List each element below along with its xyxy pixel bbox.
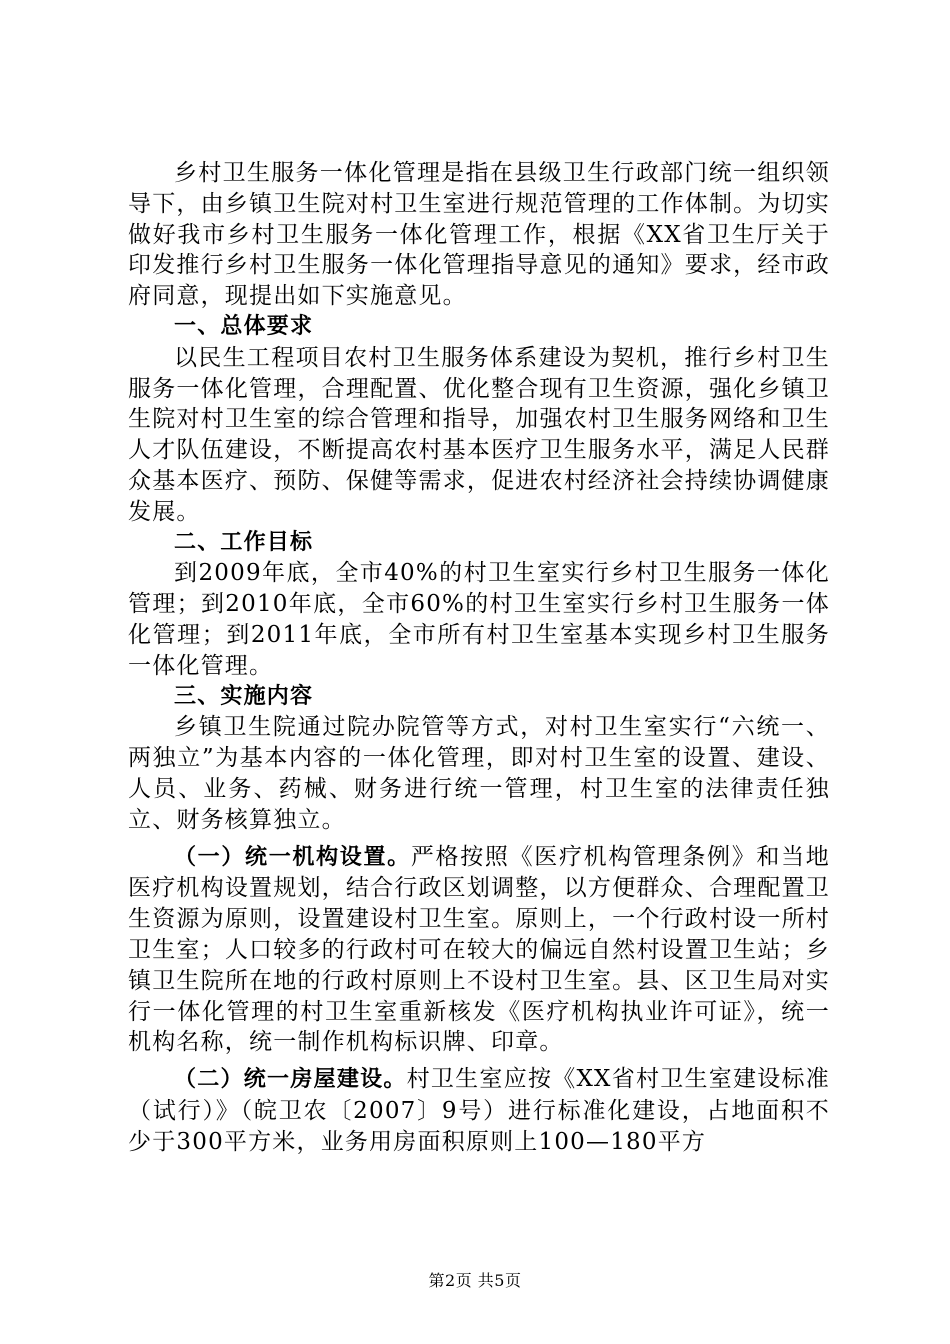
section-heading-implementation: 三、实施内容 (174, 683, 314, 709)
subsection-text-building-construction: 村卫生室应按《XX省村卫生室建设标准（试行）》（皖卫农〔2007〕9号）进行标准化建设，占地面积不少于300平方米，业务用房面积原则上100—180平方 (128, 1066, 830, 1155)
subsection-institution-setup (128, 842, 830, 1059)
subsection-lead-institution-setup: （一）统一机构设置。 (174, 844, 411, 870)
subsection-text-institution-setup: 严格按照《医疗机构管理条例》和当地医疗机构设置规划，结合行政区划调整，以方便群众、合理配置卫生资源为原则，设置建设村卫生室。原则上，一个行政村设一所村卫生室；人口较多的行政村可在较大的偏远自然村设置卫生站；乡镇卫生院所在地的行政村原则上不设村卫生室。县、区卫生局对实行一体化管理的村卫生室重新核发《医疗机构执业许可证》，统一机构名称，统一制作机构标识牌、印章。 (128, 843, 830, 1056)
overall-requirements-paragraph: 以民生工程项目农村卫生服务体系建设为契机，推行乡村卫生服务一体化管理，合理配置、优化整合现有卫生资源，强化乡镇卫生院对村卫生室的综合管理和指导，加强农村卫生服务网络和卫生人才队伍建设，不断提高农村基本医疗卫生服务水平，满足人民群众基本医疗、预防、保健等需求，促进农村经济社会持续协调健康发展。 (128, 344, 830, 525)
work-goals-paragraph: 到2009年底，全市40%的村卫生室实行乡村卫生服务一体化管理；到2010年底，全市60%的村卫生室实行乡村卫生服务一体化管理；到2011年底，全市所有村卫生室基本实现乡村卫生服务一体化管理。 (128, 560, 830, 679)
intro-paragraph: 乡村卫生服务一体化管理是指在县级卫生行政部门统一组织领导下，由乡镇卫生院对村卫生室进行规范管理的工作体制。为切实做好我市乡村卫生服务一体化管理工作，根据《XX省卫生厅关于印发推行乡村卫生服务一体化管理指导意见的通知》要求，经市政府同意，现提出如下实施意见。 (128, 160, 830, 310)
subsection-lead-building-construction: （二）统一房屋建设。 (174, 1067, 407, 1093)
page-footer: 第2页 共5页 (428, 1271, 522, 1290)
subsection-building-construction (128, 1064, 830, 1157)
section-heading-work-goals: 二、工作目标 (174, 529, 314, 555)
implementation-paragraph: 乡镇卫生院通过院办院管等方式，对村卫生室实行“六统一、两独立”为基本内容的一体化管理，即对村卫生室的设置、建设、人员、业务、药械、财务进行统一管理，村卫生室的法律责任独立、财务核算独立。 (128, 714, 830, 833)
document-body (128, 158, 830, 1158)
section-heading-overall-requirements: 一、总体要求 (174, 313, 314, 339)
